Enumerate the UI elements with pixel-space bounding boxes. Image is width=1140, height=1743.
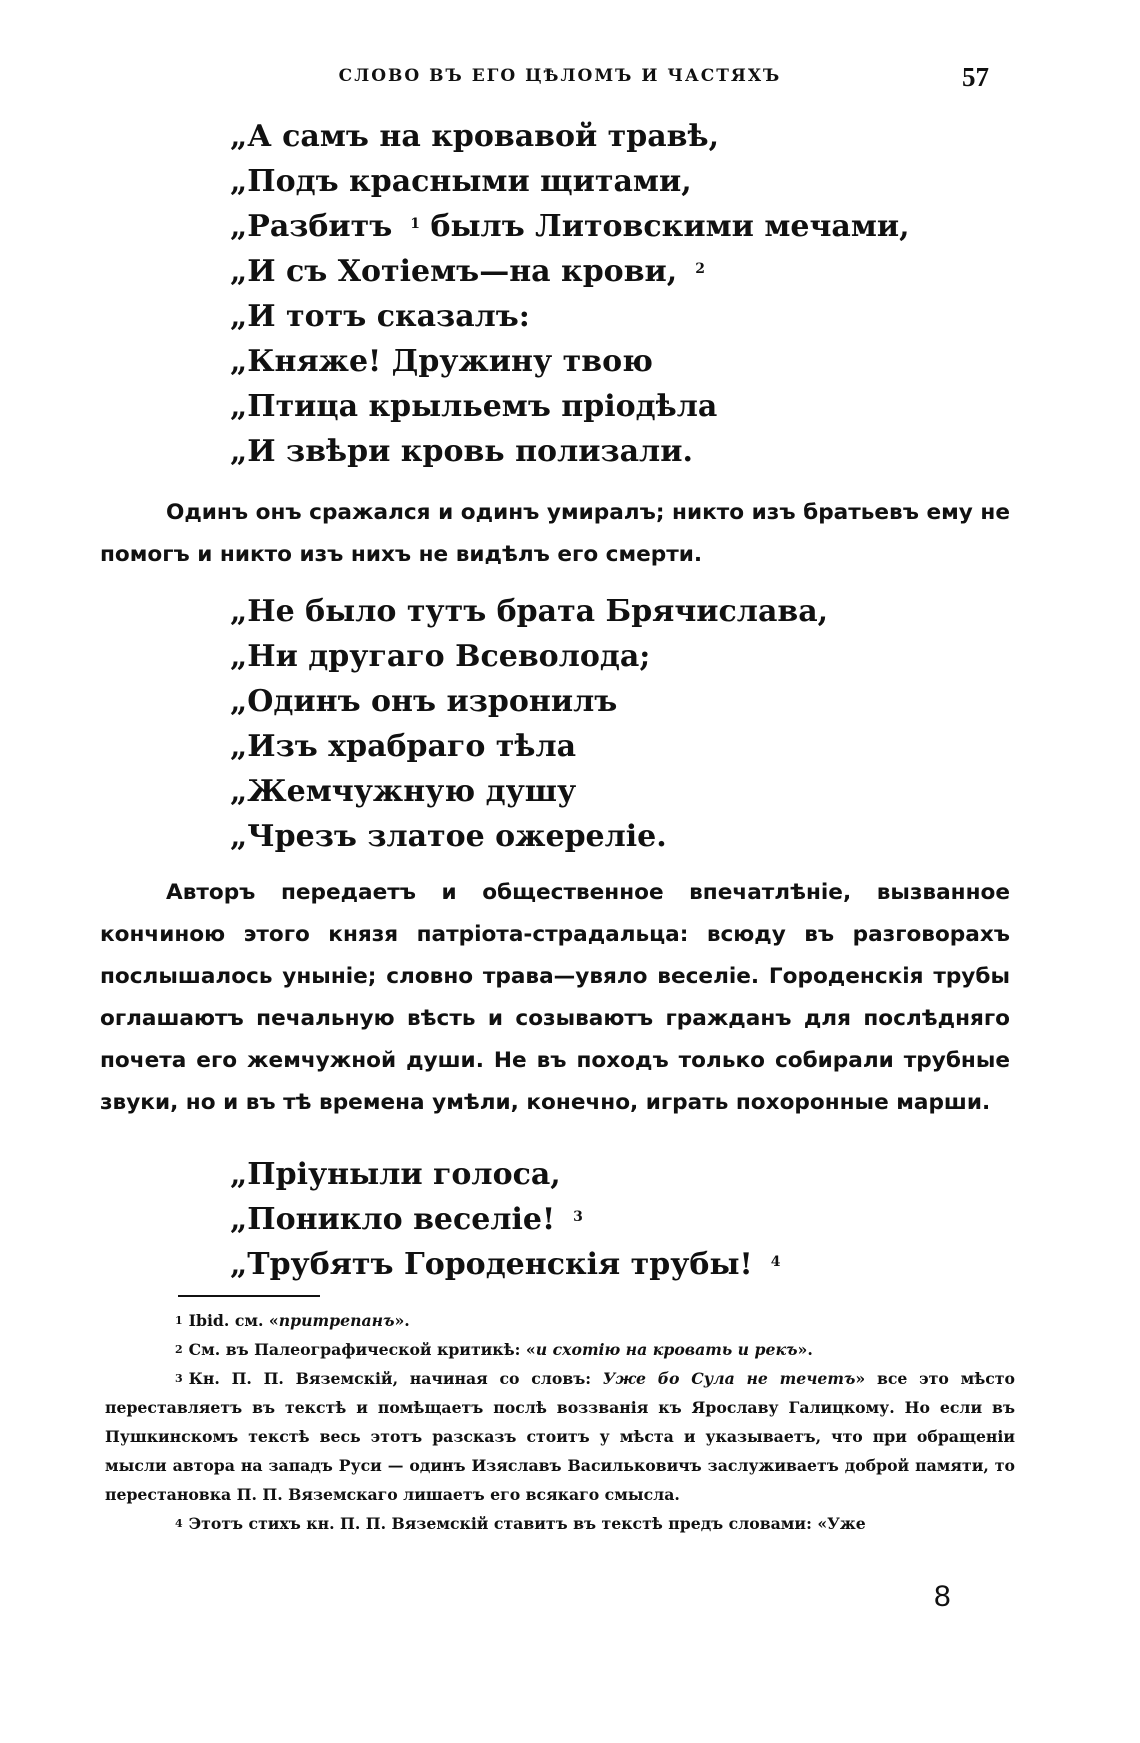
page-number: 57 bbox=[962, 62, 989, 92]
footnote-ref: 1 bbox=[410, 216, 421, 232]
verse-line: „Не было тутъ брата Брячислава, bbox=[230, 594, 829, 629]
footnote-text: » все это мѣсто переставляетъ въ текстѣ и помѣщаетъ послѣ воззванія къ Ярославу Галицкому. Но если въ Пушкинскомъ текстѣ весь этотъ разсказъ стоитъ у мѣста и указываетъ, что при обращеніи мысли автора на западъ Руси — одинъ Изяславъ Васильковичъ заслуживаетъ доброй памяти, то перестановка П. П. Вяземскаго лишаетъ его всякаго смысла. bbox=[105, 1369, 1015, 1504]
verse-line: „Одинъ онъ изронилъ bbox=[230, 684, 618, 719]
footnote-text: ». bbox=[394, 1311, 410, 1330]
footnote-mark: 4 bbox=[175, 1517, 183, 1530]
footnote-mark: 2 bbox=[175, 1343, 183, 1356]
footnote-ref: 2 bbox=[695, 261, 705, 277]
verse-line: „Жемчужную душу bbox=[230, 774, 577, 809]
verse-line-tail: былъ Литовскими мечами, bbox=[430, 209, 910, 244]
footnote bbox=[105, 1306, 1015, 1335]
verse-line-head: „Разбитъ bbox=[230, 209, 393, 244]
footnote-text: Кн. П. П. Вяземскій, начиная со словъ: bbox=[188, 1369, 603, 1388]
footnote-italic: притрепанъ bbox=[278, 1311, 395, 1330]
footnote bbox=[105, 1335, 1015, 1364]
paragraph-text: Одинъ онъ сражался и одинъ умиралъ; никто изъ братьевъ ему не помогъ и никто изъ нихъ не видѣлъ его смерти. bbox=[100, 500, 1010, 567]
footnote-italic: и схотію на кровать и рекъ bbox=[535, 1340, 798, 1359]
verse-line: „И тотъ сказалъ: bbox=[230, 299, 530, 334]
signature-number: 8 bbox=[934, 1580, 951, 1613]
footnote-ref: 4 bbox=[770, 1254, 781, 1270]
verse-block-2 bbox=[230, 589, 990, 859]
verse-line bbox=[230, 204, 990, 249]
footnote bbox=[105, 1509, 1015, 1538]
footnote-ref: 3 bbox=[573, 1209, 583, 1225]
footnote-text: ». bbox=[797, 1340, 813, 1359]
verse-line: „И звѣри кровь полизали. bbox=[230, 434, 693, 469]
prose-paragraph-1 bbox=[100, 492, 1010, 576]
verse-block-1 bbox=[230, 114, 990, 474]
footnote-text: См. въ Палеографической критикѣ: « bbox=[188, 1340, 536, 1359]
running-title: СЛОВО ВЪ ЕГО ЦѢЛОМЪ И ЧАСТЯХЪ bbox=[338, 66, 782, 86]
verse-line: „Ни другаго Всеволода; bbox=[230, 639, 651, 674]
prose-paragraph-2 bbox=[100, 872, 1010, 1124]
paragraph-text: Авторъ передаетъ и общественное впечатлѣніе, вызванное кончиною этого князя патріота-страдальца: всюду въ разговорахъ послышалось уныніе; словно трава—увяло веселіе. Городенскія трубы оглашаютъ печальную вѣсть и созываютъ гражданъ для послѣдняго почета его жемчужной души. Не въ походъ только собирали трубные звуки, но и въ тѣ времена умѣли, конечно, играть похоронные марши. bbox=[100, 880, 1010, 1115]
verse-line bbox=[230, 1197, 990, 1242]
verse-line: „Чрезъ златое ожереліе. bbox=[230, 819, 667, 854]
verse-block-3 bbox=[230, 1152, 990, 1287]
verse-line: „А самъ на кровавой травѣ, bbox=[230, 119, 720, 154]
footnote-text: Ibid. см. « bbox=[188, 1311, 279, 1330]
footnote-italic: Уже бо Сула не течетъ bbox=[602, 1369, 856, 1388]
verse-line-text: „И съ Хотіемъ—на крови, bbox=[230, 254, 678, 289]
footnotes bbox=[105, 1306, 1015, 1538]
verse-line bbox=[230, 249, 990, 294]
verse-line: „Пріуныли голоса, bbox=[230, 1157, 561, 1192]
footnote bbox=[105, 1364, 1015, 1509]
verse-line: „Подъ красными щитами, bbox=[230, 164, 692, 199]
verse-line-text: „Поникло веселіе! bbox=[230, 1202, 556, 1237]
footnote-divider bbox=[178, 1295, 320, 1297]
footnote-mark: 3 bbox=[175, 1372, 183, 1385]
verse-line: „Княже! Дружину твою bbox=[230, 344, 653, 379]
footnote-mark: 1 bbox=[175, 1314, 183, 1327]
verse-line: „Птица крыльемъ пріодѣла bbox=[230, 389, 718, 424]
footnote-text: Этотъ стихъ кн. П. П. Вяземскій ставитъ въ текстѣ предъ словами: «Уже bbox=[188, 1514, 866, 1533]
verse-line: „Изъ храбраго тѣла bbox=[230, 729, 577, 764]
verse-line-text: „Трубятъ Городенскія трубы! bbox=[230, 1247, 753, 1282]
verse-line bbox=[230, 1242, 990, 1287]
